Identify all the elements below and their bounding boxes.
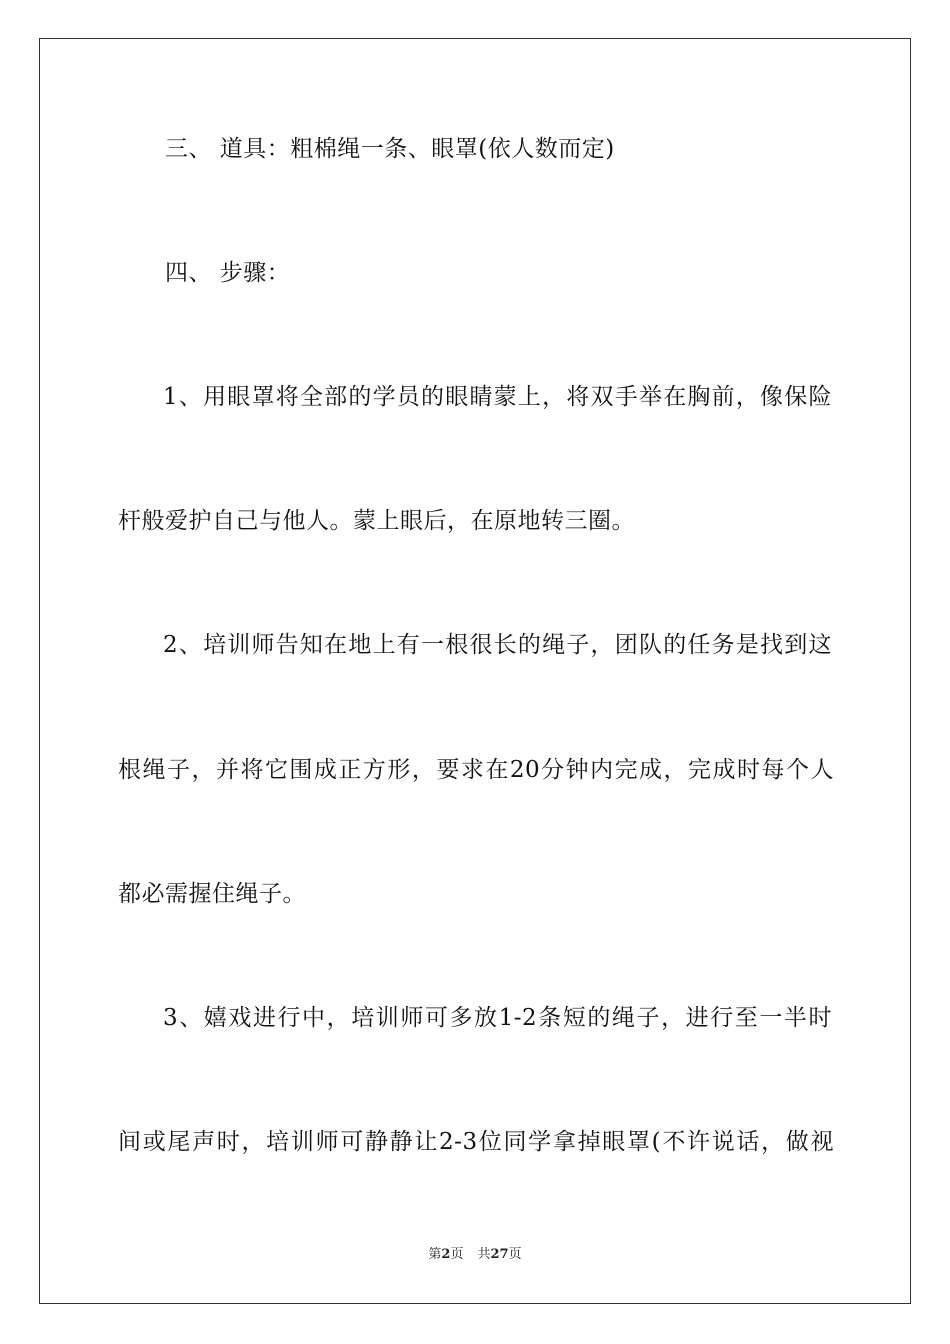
paragraph-step-3-line-1: 3、嬉戏进行中，培训师可多放1-2条短的绳子，进行至一半时: [163, 1005, 832, 1031]
paragraph-step-3-line-2: 间或尾声时，培训师可静静让2-3位同学拿掉眼罩(不许说话，做视: [118, 1129, 834, 1155]
footer-total-suffix: 页: [508, 1247, 522, 1262]
heading-props: 三、 道具：粗棉绳一条、眼罩(依人数而定): [165, 136, 615, 162]
paragraph-step-2-line-2: 根绳子，并将它围成正方形，要求在20分钟内完成，完成时每个人: [118, 757, 834, 783]
footer-total-number: 27: [490, 1247, 509, 1262]
paragraph-step-1-line-1: 1、用眼罩将全部的学员的眼睛蒙上，将双手举在胸前，像保险: [163, 384, 832, 410]
heading-steps: 四、 步骤：: [165, 260, 291, 286]
footer-page-suffix: 页: [450, 1247, 464, 1262]
footer-page-prefix: 第: [428, 1247, 442, 1262]
page-footer: [0, 1246, 950, 1264]
page-border: [39, 38, 911, 1304]
footer-total-prefix: 共: [477, 1247, 491, 1262]
paragraph-step-2-line-3: 都必需握住绳子。: [118, 881, 306, 907]
paragraph-step-2-line-1: 2、培训师告知在地上有一根很长的绳子，团队的任务是找到这: [163, 632, 832, 658]
footer-page-number: 2: [441, 1247, 451, 1262]
paragraph-step-1-line-2: 杆般爱护自己与他人。蒙上眼后，在原地转三圈。: [118, 508, 635, 534]
